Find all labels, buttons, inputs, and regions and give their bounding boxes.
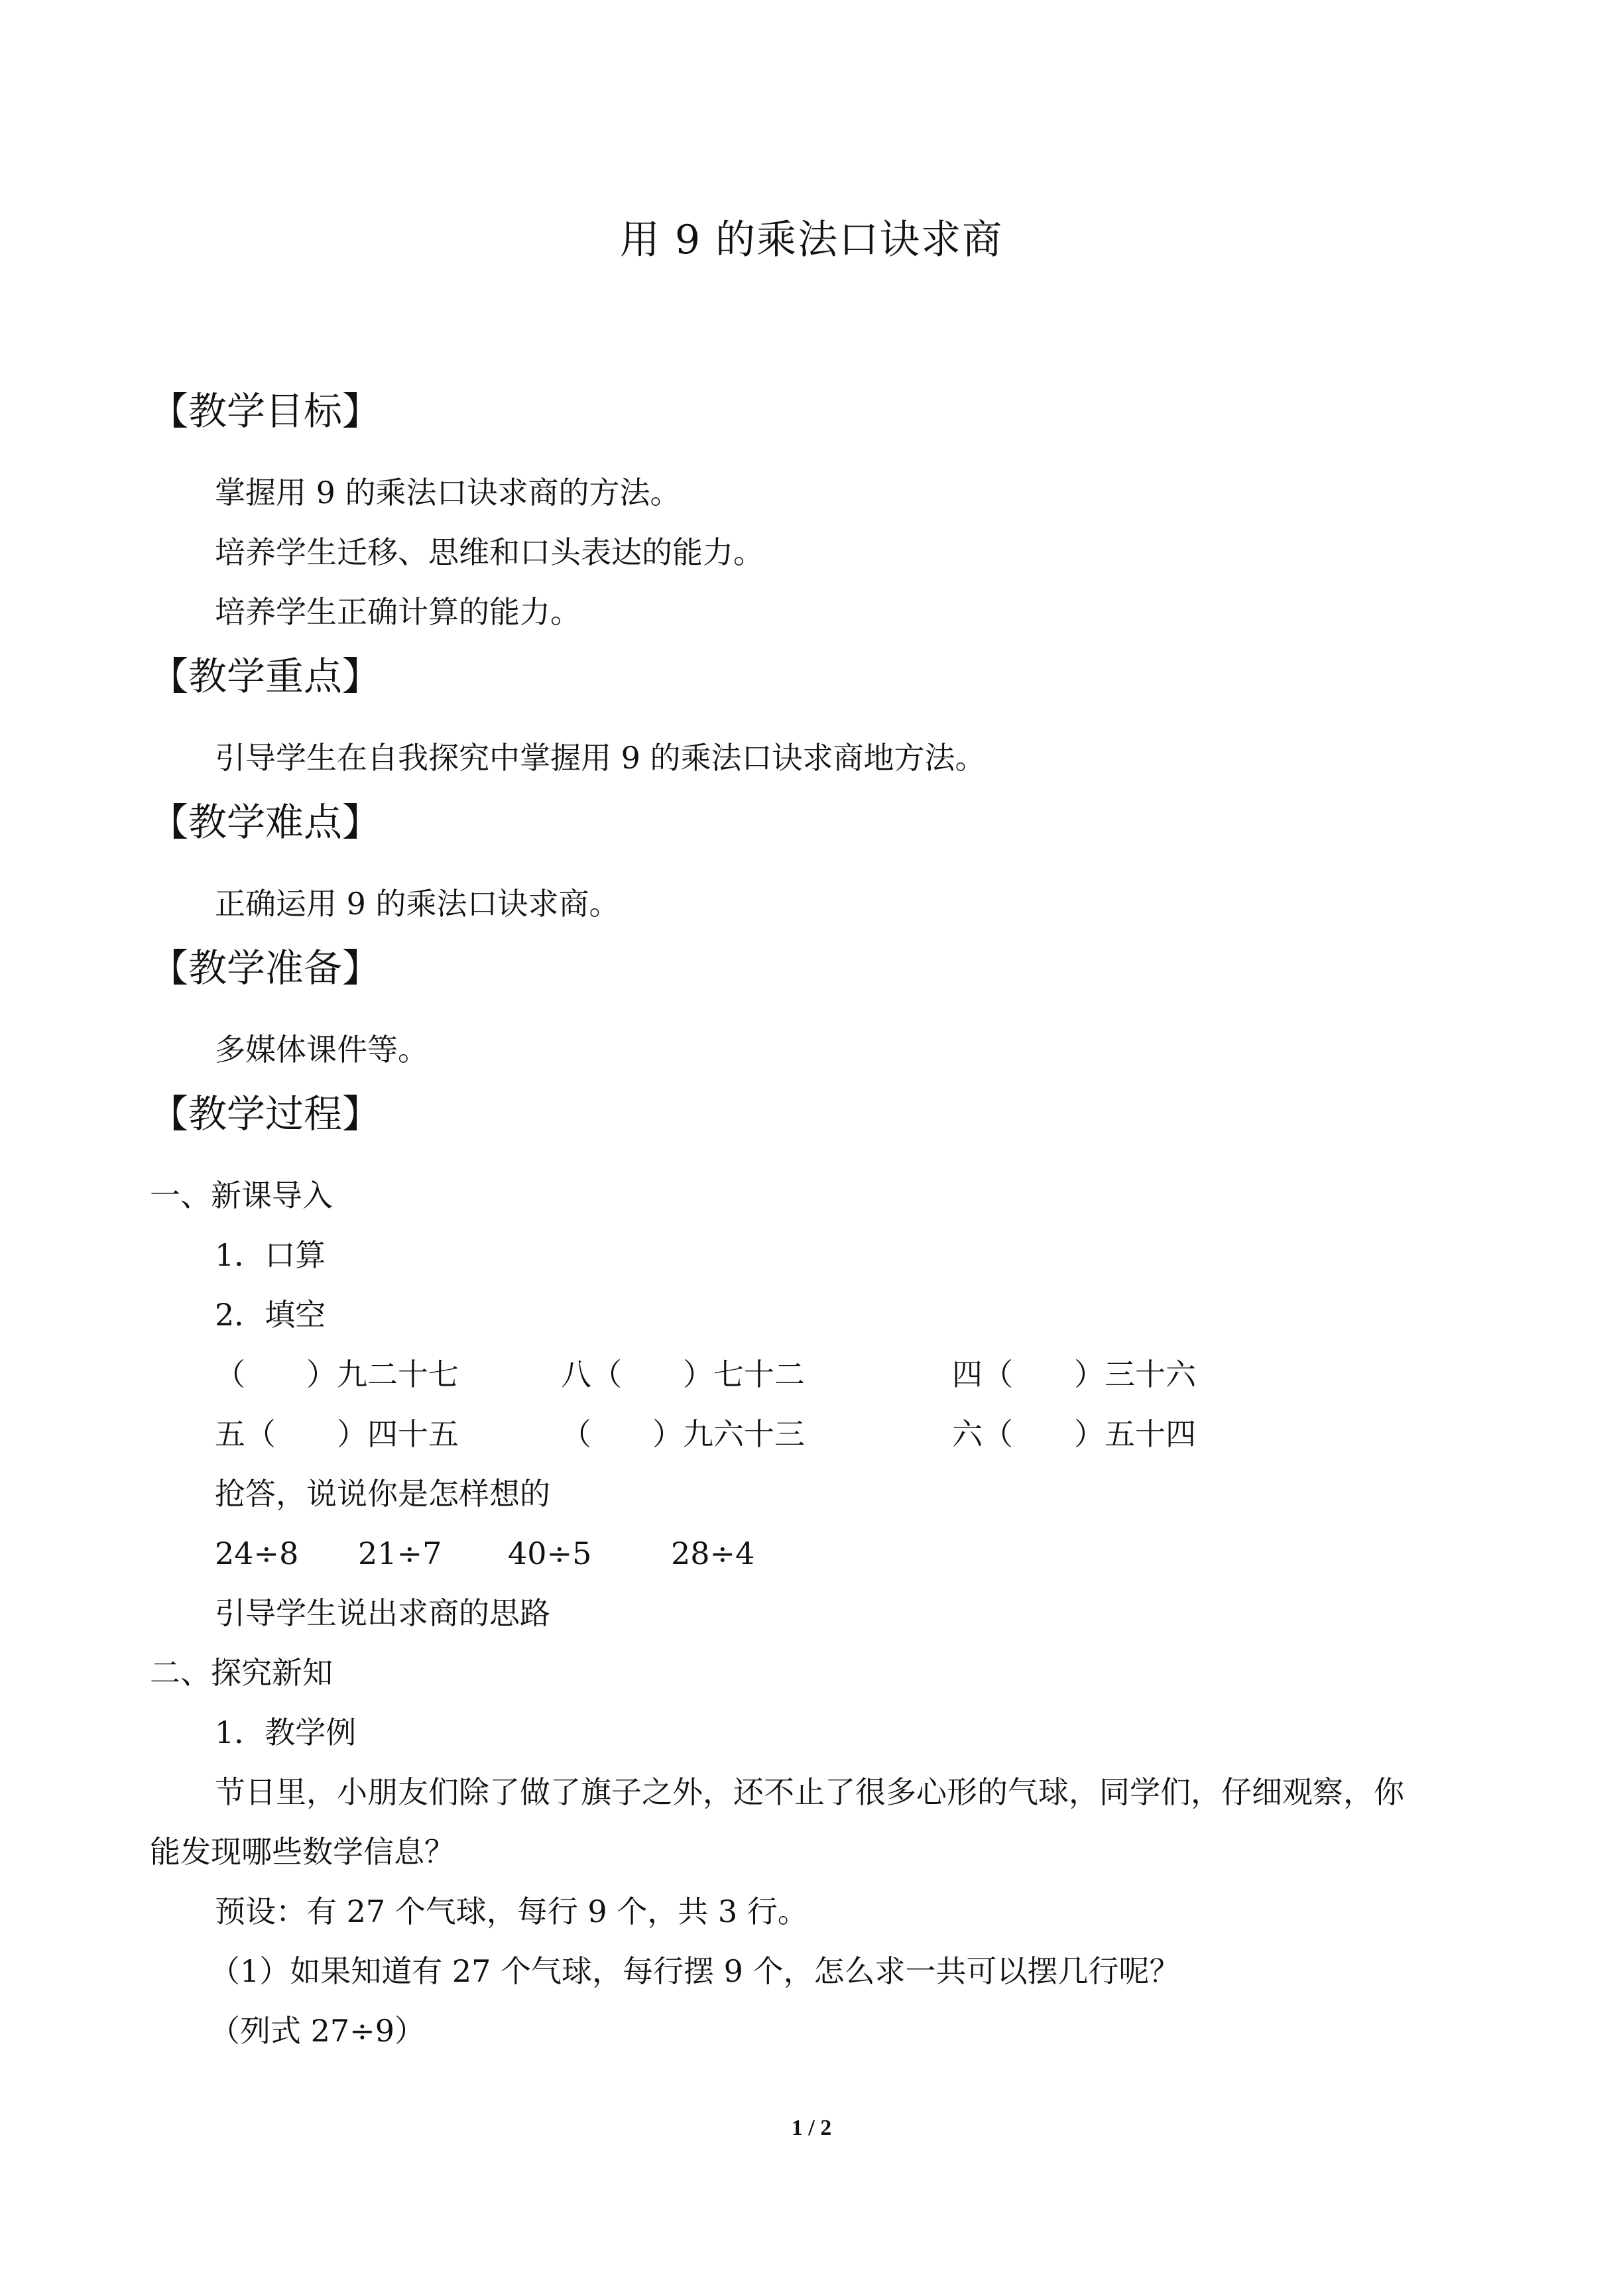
difficulty-text: 正确运用 9 的乘法口诀求商。 (215, 886, 620, 922)
page-number: 1 / 2 (791, 2116, 832, 2140)
heading-teaching-prep: 【教学准备】 (150, 945, 381, 991)
part1-guide: 引导学生说出求商的思路 (215, 1595, 550, 1631)
document-title: 用 9 的乘法口诀求商 (619, 217, 1004, 263)
part2-paragraph-line2: 能发现哪些数学信息？ (150, 1834, 455, 1870)
fill-blank-3: 四（ ）三十六 (952, 1357, 1196, 1392)
expression-1: 24÷8 (215, 1536, 299, 1571)
part2-item1: 1．教学例 (215, 1715, 357, 1750)
heading-teaching-key: 【教学重点】 (150, 654, 381, 699)
heading-teaching-process: 【教学过程】 (150, 1091, 381, 1136)
goal-item-3: 培养学生正确计算的能力。 (215, 594, 581, 630)
fill-blank-5: （ ）九六十三 (561, 1416, 805, 1452)
part2-formula: （列式 27÷9） (210, 2013, 425, 2049)
quick-answer-prompt: 抢答，说说你是怎样想的 (215, 1476, 550, 1512)
key-text: 引导学生在自我探究中掌握用 9 的乘法口诀求商地方法。 (215, 740, 986, 776)
expression-4: 28÷4 (671, 1536, 755, 1571)
part2-preset: 预设：有 27 个气球，每行 9 个，共 3 行。 (215, 1894, 808, 1929)
part2-paragraph-line1: 节日里，小朋友们除了做了旗子之外，还不止了很多心形的气球，同学们，仔细观察，你 (215, 1774, 1404, 1810)
fill-blank-6: 六（ ）五十四 (952, 1416, 1196, 1452)
fill-blank-2: 八（ ）七十二 (561, 1357, 805, 1392)
expression-3: 40÷5 (508, 1536, 592, 1571)
heading-teaching-difficulty: 【教学难点】 (150, 800, 381, 845)
prep-text: 多媒体课件等。 (215, 1032, 428, 1067)
goal-item-1: 掌握用 9 的乘法口诀求商的方法。 (215, 475, 681, 511)
fill-blank-4: 五（ ）四十五 (215, 1416, 459, 1452)
fill-blank-1: （ ）九二十七 (215, 1357, 459, 1392)
expression-2: 21÷7 (358, 1536, 442, 1571)
goal-item-2: 培养学生迁移、思维和口头表达的能力。 (215, 534, 764, 570)
part1-item1: 1．口算 (215, 1237, 326, 1273)
part2-title: 二、探究新知 (150, 1655, 333, 1691)
part2-question1: （1）如果知道有 27 个气球，每行摆 9 个，怎么求一共可以摆几行呢？ (210, 1953, 1180, 1989)
part1-item2: 2．填空 (215, 1297, 326, 1333)
heading-teaching-goals: 【教学目标】 (150, 389, 381, 434)
part1-title: 一、新课导入 (150, 1178, 333, 1213)
